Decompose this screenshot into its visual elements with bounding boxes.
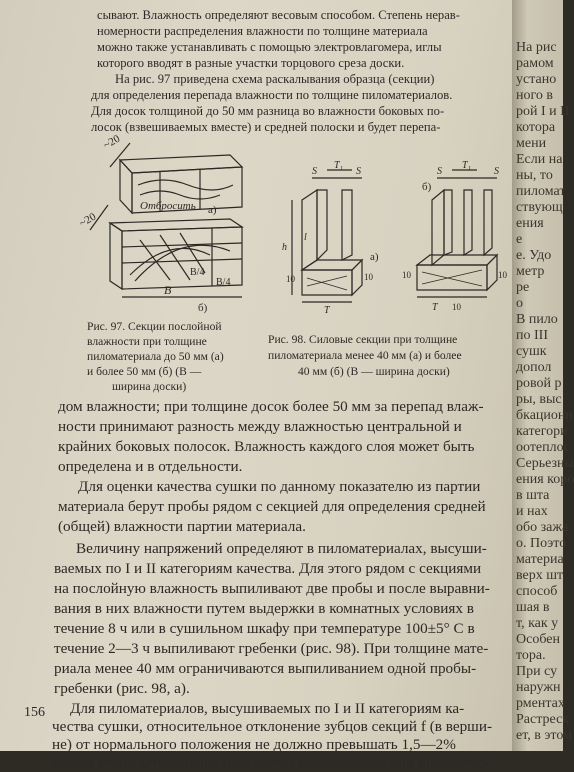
text-fragment: материа — [516, 552, 564, 567]
figure-caption: ширина доски) — [112, 380, 187, 393]
dim-label: T — [324, 305, 330, 316]
text-fragment: т, как у — [516, 616, 559, 631]
text-line: Величину напряжений определяют в пиломатериалах, высуши- — [76, 540, 487, 557]
text-fragment: ет, в этом — [516, 728, 572, 743]
text-line: ности принимают разность между влажностью центральной и — [58, 418, 462, 435]
text-line: длины зубца. Отклонение измеряется микрометром или индикатор- — [52, 754, 490, 771]
text-fragment: На рис — [516, 40, 557, 55]
dim-label: 10 — [364, 272, 373, 282]
text-fragment: верх шт — [516, 568, 564, 583]
figure-caption: Рис. 98. Силовые секции при толщине — [268, 333, 458, 346]
text-line: На рис. 97 приведена схема раскалывания образца (секции) — [115, 72, 435, 86]
dim-label: T₁ — [334, 160, 344, 171]
text-line: материала берут пробы рядом с секцией для определения средней — [58, 498, 486, 515]
text-fragment: ны, то — [516, 168, 553, 183]
text-fragment: тора. — [516, 648, 546, 663]
text-fragment: е — [516, 232, 523, 247]
dim-label: S — [356, 166, 361, 177]
dim-label: S — [437, 166, 442, 177]
dim-label: l — [304, 232, 307, 243]
figure-caption: пиломатериала до 50 мм (а) — [87, 350, 224, 363]
text-fragment: устано — [516, 72, 557, 87]
text-fragment: шая в — [516, 600, 550, 615]
text-fragment: обо зажа — [516, 520, 569, 535]
text-line: Для оценки качества сушки по данному показателю из партии — [78, 478, 481, 495]
figure-caption: и более 50 мм (б) (B — — [87, 365, 202, 378]
text-line: лосок (взвешиваемых вместе) и средней полоски и будет перепа- — [91, 120, 441, 134]
subfigure-label: б) — [422, 181, 432, 193]
text-fragment: метр — [516, 264, 545, 279]
text-fragment: мени — [516, 136, 547, 151]
page-number: 156 — [24, 705, 45, 720]
text-line: крайних боковых полосок. Влажность каждого слоя может быть — [58, 438, 475, 455]
figure-97-drawing — [77, 132, 260, 315]
text-fragment: ствующ — [516, 200, 563, 215]
dim-label: ~20 — [77, 210, 99, 230]
dim-label: 10 — [286, 274, 295, 284]
text-fragment: ры, выс — [516, 392, 562, 407]
text-fragment: рамом — [516, 56, 554, 71]
text-line: которого вводят в разные участки торцового среза доски. — [97, 56, 405, 70]
text-line: вания в них влажности путем выдержки в комнатных условиях в — [54, 600, 474, 617]
text-fragment: Если на — [516, 152, 563, 167]
text-line: сывают. Влажность определяют весовым способом. Степень нерав- — [97, 8, 460, 22]
text-line: чества сушки, относительное отклонение зубцов секций f (в верши- — [52, 718, 493, 735]
subfigure-label: а) — [208, 204, 217, 216]
discard-label: Отбросить — [140, 200, 196, 212]
text-line: гребенки (рис. 98, а). — [54, 680, 190, 697]
text-fragment: способ — [516, 584, 558, 599]
text-fragment: котора — [516, 120, 556, 135]
text-fragment: бкационн — [516, 408, 573, 423]
dim-label: 10 — [452, 302, 461, 312]
text-line: ваемых по I и II категориям качества. Для этого рядом с секциями — [54, 560, 482, 577]
text-fragment: е. Удо — [516, 248, 552, 263]
text-fragment: в шта — [516, 488, 550, 503]
dim-label: B — [164, 283, 172, 297]
dim-label: S — [312, 166, 317, 177]
text-fragment: по III — [516, 328, 548, 343]
dim-label: 10 — [402, 270, 411, 280]
text-line: для определения перепада влажности по толщине пиломатериалов. — [91, 88, 453, 102]
text-fragment: При су — [516, 664, 558, 679]
dim-label: S — [494, 166, 499, 177]
text-fragment: сушк — [516, 344, 547, 359]
text-fragment: категори — [516, 424, 568, 439]
text-fragment: и нах — [516, 504, 548, 519]
dim-label: ~20 — [101, 132, 123, 152]
text-line: течение 2—3 ч выпиливают гребенки (рис. 98). При толщине мате- — [54, 640, 489, 657]
figure-98-drawing — [272, 160, 512, 315]
text-line: дом влажности; при толщине досок более 50 мм за перепад влаж- — [58, 398, 484, 415]
text-fragment: ения коро — [516, 472, 574, 487]
text-fragment: о — [516, 296, 523, 311]
text-line: определена и в отдельности. — [58, 458, 243, 475]
text-line: можно также устанавливать с помощью электровлагомера, иглы — [97, 40, 442, 54]
dim-label: B/4 — [216, 277, 231, 288]
text-fragment: рой I и II — [516, 104, 570, 119]
text-fragment: ре — [516, 280, 530, 295]
figure-caption: Рис. 97. Секции послойной — [87, 320, 222, 333]
subfigure-label: б) — [198, 302, 208, 314]
text-line: не) от нормального положения не должно превышать 1,5—2% — [52, 736, 456, 753]
figure-caption: влажности при толщине — [87, 335, 207, 348]
text-line: Для досок толщиной до 50 мм разница во влажности боковых по- — [91, 104, 445, 118]
adjacent-page-fragment — [512, 0, 574, 751]
dim-label: 10 — [498, 270, 507, 280]
text-fragment: ровой р — [516, 376, 562, 391]
text-line: Для пиломатериалов, высушиваемых по I и II категориям ка- — [70, 700, 465, 717]
text-fragment: пиломат — [516, 184, 566, 199]
subfigure-label: а) — [370, 251, 379, 263]
text-line: (общей) влажности партии материала. — [58, 518, 306, 535]
text-fragment: Серьезны — [516, 456, 574, 471]
text-line: риала менее 40 мм ограничиваются выпиливанием одной пробы- — [54, 660, 477, 677]
text-fragment: наружн — [516, 680, 561, 695]
dim-label: h — [282, 242, 287, 253]
text-fragment: о. Поэто — [516, 536, 567, 551]
text-fragment: допол — [516, 360, 552, 375]
text-line: номерности распределения влажности по толщине материала — [97, 24, 428, 38]
text-fragment: рментах — [516, 696, 565, 711]
text-fragment: В пило — [516, 312, 558, 327]
text-fragment: ного в — [516, 88, 553, 103]
dim-label: B/4 — [190, 267, 205, 278]
text-fragment: Растреск — [516, 712, 570, 727]
dim-label: T — [432, 302, 438, 313]
figure-caption: пиломатериала менее 40 мм (а) и более — [268, 349, 462, 362]
text-fragment: ения — [516, 216, 544, 231]
text-fragment: оотеплос — [516, 440, 571, 455]
dim-label: T₁ — [462, 160, 472, 171]
text-line: течение 8 ч или в сушильном шкафу при температуре 100±5° С в — [54, 620, 475, 637]
text-fragment: Особен — [516, 632, 560, 647]
text-line: на послойную влажность выпиливают две пробы и после выравни- — [54, 580, 490, 597]
figure-caption: 40 мм (б) (B — ширина доски) — [298, 365, 450, 378]
